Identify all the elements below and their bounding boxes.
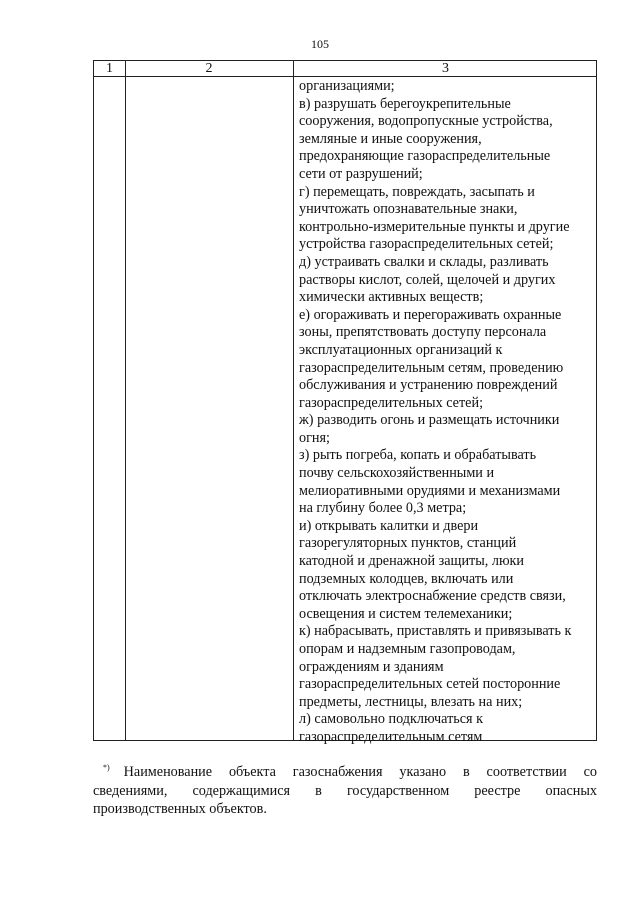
column-3-line: газораспределительным сетям, проведению [299,359,564,376]
column-header-3: 3 [442,61,449,76]
column-3-line: к) набрасывать, приставлять и привязывать к [299,623,572,640]
column-3-line: газораспределительных сетей; [299,394,484,411]
column-3-line: в) разрушать берегоукрепительные [299,95,511,112]
column-divider-2 [293,61,294,740]
column-3-line: ж) разводить огонь и размещать источники [299,412,560,429]
column-3-line: з) рыть погреба, копать и обрабатывать [299,447,537,464]
column-3-line: огня; [299,429,330,446]
header-divider [94,76,596,77]
column-3-line: предохраняющие газораспределительные [299,148,551,165]
column-3-line: газораспределительным сетям [299,728,483,745]
column-3-line: обслуживания и устранению повреждений [299,377,558,394]
column-3-text [299,78,595,747]
column-3-line: эксплуатационных организаций к [299,341,503,358]
column-3-line: контрольно-измерительные пункты и другие [299,218,570,235]
column-3-line: и) открывать калитки и двери [299,517,479,534]
footnote-line-1 [93,759,597,782]
regulation-table [93,60,597,745]
footnote-text-1: Наименование объекта газоснабжения указано в соответствии со [123,764,597,780]
column-3-line: е) огораживать и перегораживать охранные [299,306,562,323]
footnote-line-2: сведениями, содержащимися в государственном реестре опасных [93,782,597,799]
column-3-line: сети от разрушений; [299,165,423,182]
column-3-line: земляные и иные сооружения, [299,130,482,147]
column-3-line: устройства газораспределительных сетей; [299,236,554,253]
column-3-line: л) самовольно подключаться к [299,711,484,728]
column-3-line: опорам и надземным газопроводам, [299,641,516,657]
column-3-line: катодной и дренажной защиты, люки [299,553,525,570]
column-3-line: химически активных веществ; [299,289,484,306]
column-3-line: на глубину более 0,3 метра; [299,500,467,517]
column-3-line: ограждениям и зданиям [299,658,444,675]
column-3-line: почву сельскохозяйственными и [299,465,495,482]
footnote-marker: *) [103,763,110,772]
column-3-line: газорегуляторных пунктов, станций [299,535,517,552]
column-3-line: освещения и систем телемеханики; [299,605,513,622]
column-3-line: газораспределительных сетей посторонние [299,676,561,693]
column-3-line: сооружения, водопропускные устройства, [299,113,553,130]
column-3-line: уничтожать опознавательные знаки, [299,201,518,218]
column-3-line: зоны, препятствовать доступу персонала [299,324,547,341]
column-3-line: растворы кислот, солей, щелочей и других [299,271,556,288]
column-header-2: 2 [205,61,213,76]
column-3-line: отключать электроснабжение средств связи, [299,588,566,605]
column-3-line: предметы, лестницы, влезать на них; [299,693,523,710]
column-3-line: г) перемещать, повреждать, засыпать и [299,183,535,200]
column-3-line: мелиоративными орудиями и механизмами [299,482,561,499]
column-3-line: д) устраивать свалки и склады, разливать [299,253,549,270]
column-divider-1 [125,61,126,740]
column-header-1: 1 [106,61,113,76]
column-3-line: организациями; [299,78,395,94]
footnote-line-3: производственных объектов. [93,801,267,817]
page-number: 105 [311,37,329,51]
footnote [93,759,597,819]
column-3-line: подземных колодцев, включать или [299,570,514,587]
